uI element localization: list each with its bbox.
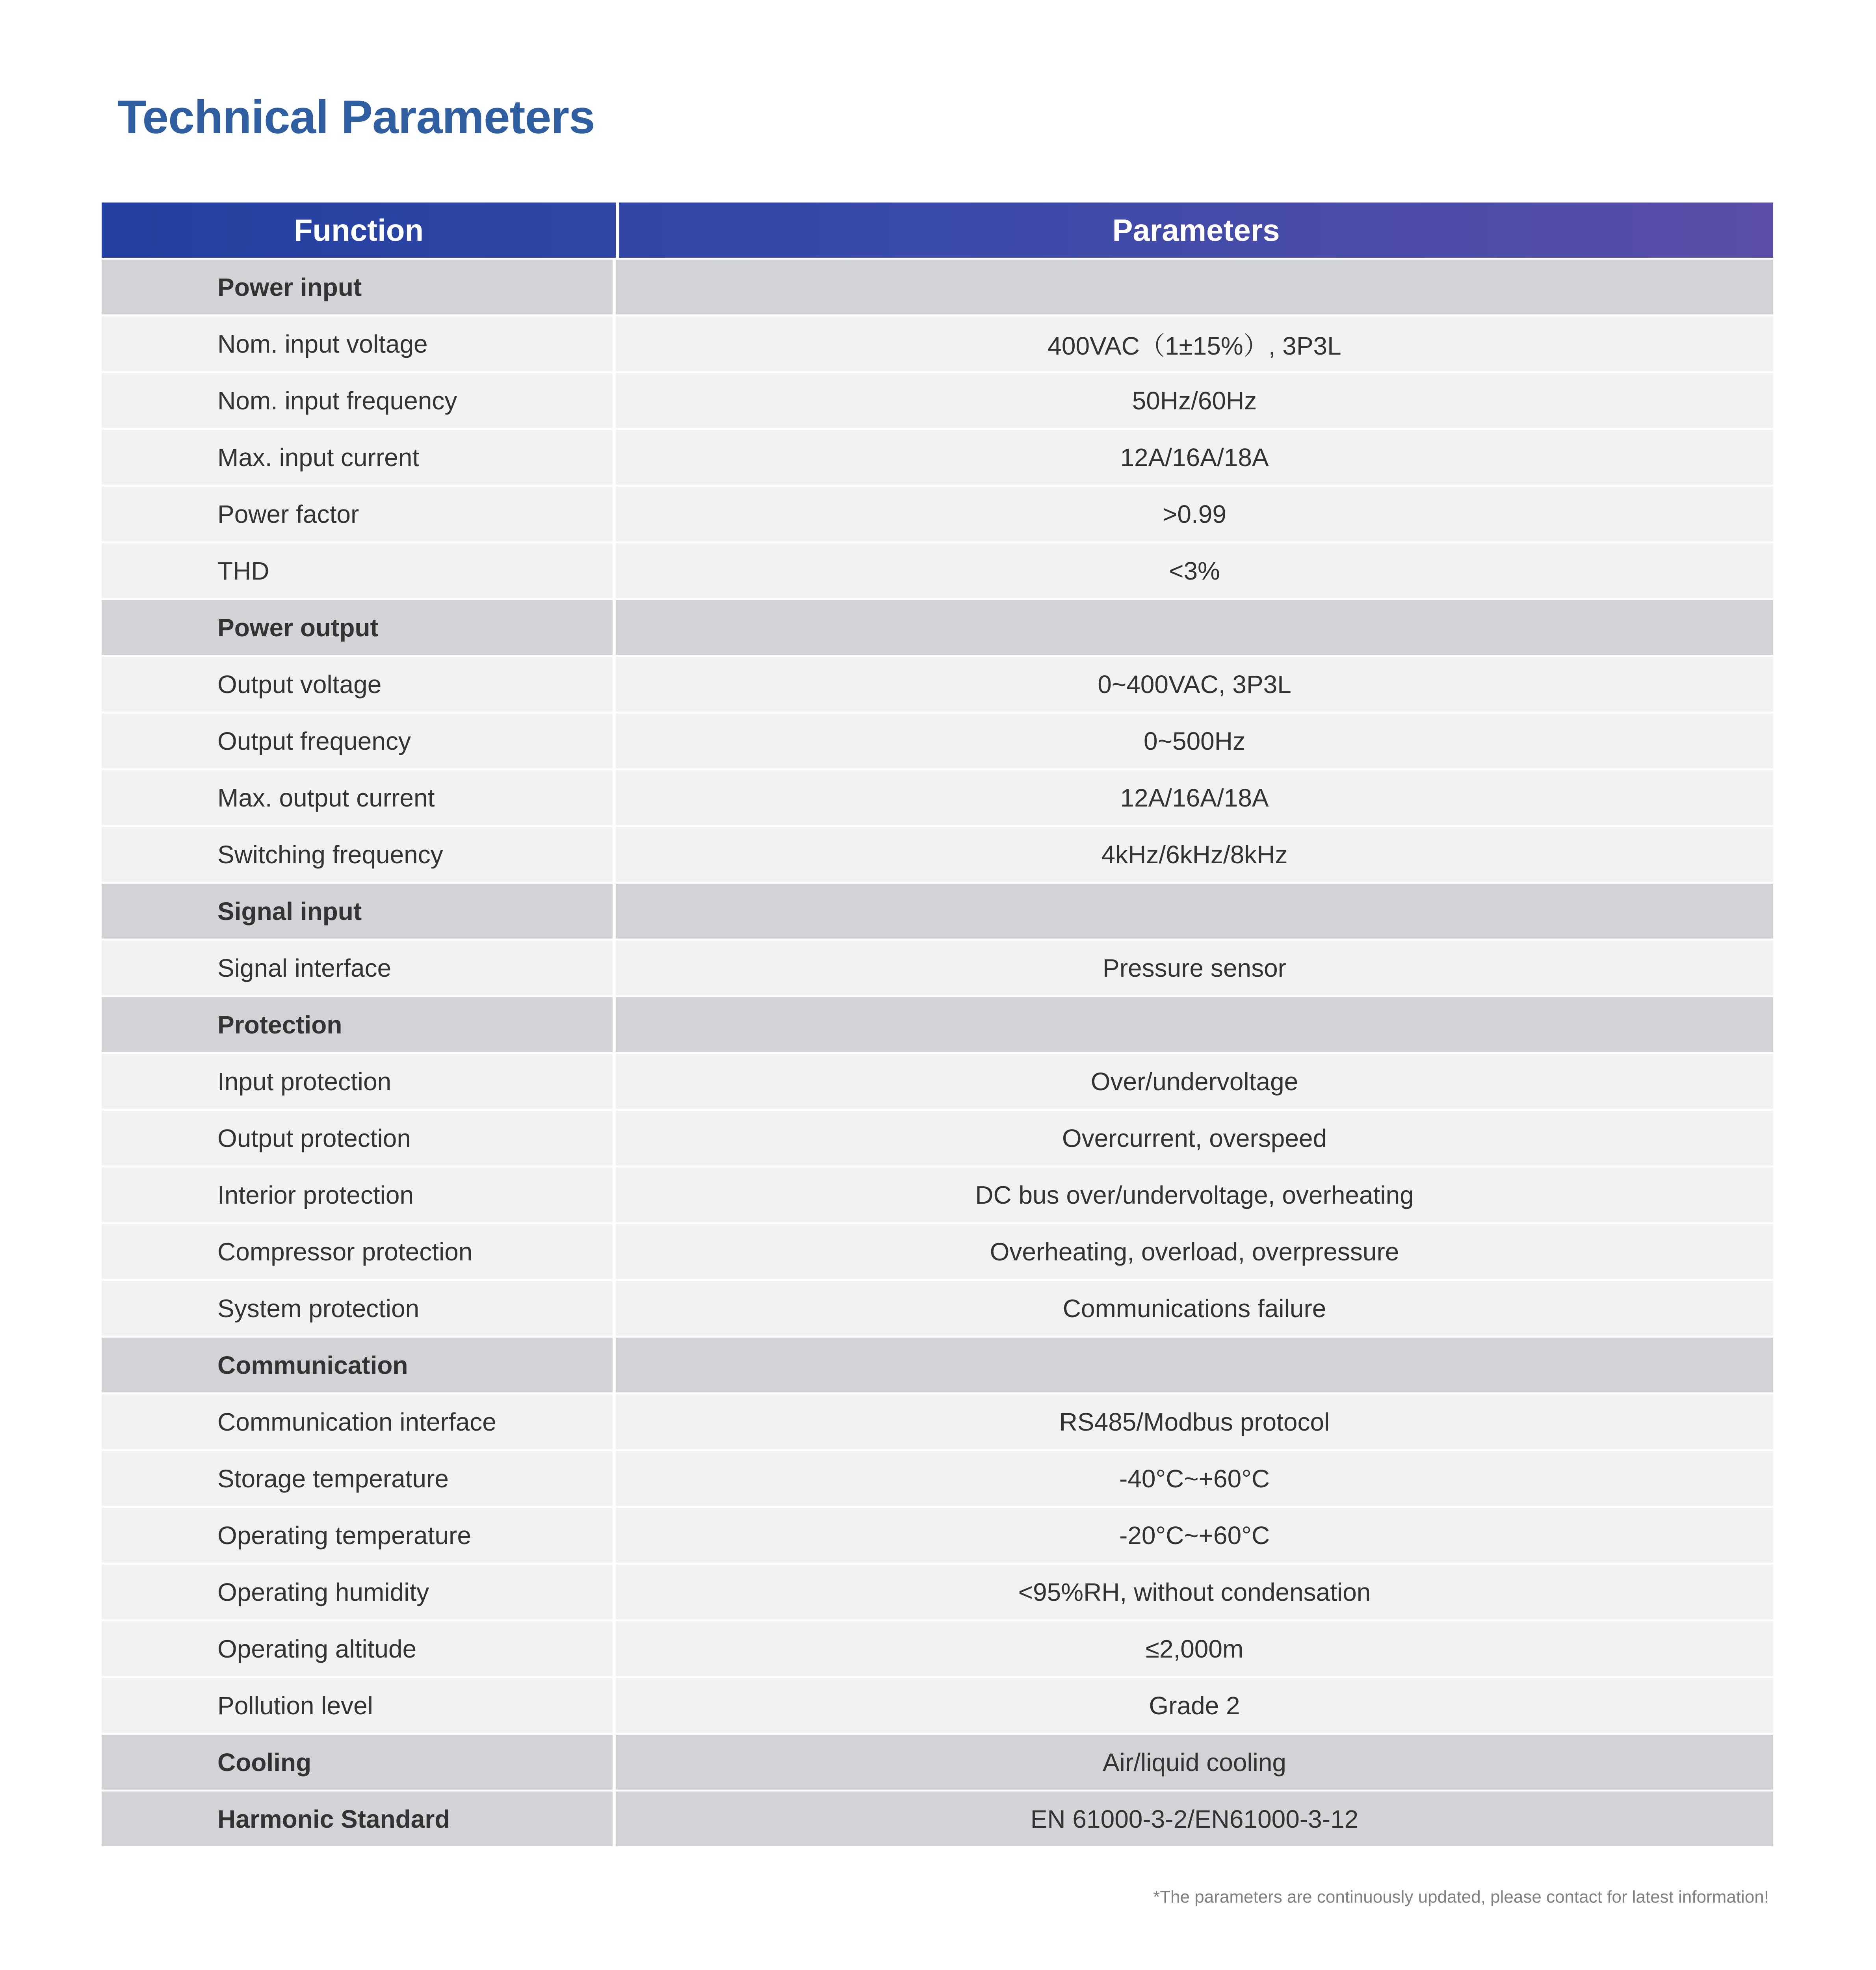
parameter-cell xyxy=(616,1338,1773,1392)
table-row xyxy=(102,1619,1773,1676)
table-header xyxy=(102,203,1773,258)
parameter-cell: Grade 2 xyxy=(1149,1691,1240,1720)
function-cell: Storage temperature xyxy=(102,1451,616,1506)
table-section-row xyxy=(102,882,1773,939)
parameter-cell: <3% xyxy=(1169,556,1220,585)
parameter-cell: 4kHz/6kHz/8kHz xyxy=(1101,840,1288,869)
parameter-cell: <95%RH, without condensation xyxy=(1018,1578,1371,1606)
parameter-cell xyxy=(616,884,1773,939)
parameter-cell: RS485/Modbus protocol xyxy=(1059,1407,1330,1436)
table-row xyxy=(102,1052,1773,1109)
parameter-cell: Pressure sensor xyxy=(1103,953,1286,982)
table-row xyxy=(102,825,1773,882)
function-cell: Signal interface xyxy=(102,940,616,995)
table-row xyxy=(102,768,1773,825)
parameter-cell: -20°C~+60°C xyxy=(1119,1521,1270,1550)
table-row xyxy=(102,655,1773,712)
table-row xyxy=(102,1449,1773,1506)
function-cell: Output protection xyxy=(102,1111,616,1165)
table-row xyxy=(102,1165,1773,1222)
function-cell: Cooling xyxy=(102,1735,616,1790)
table-row xyxy=(102,939,1773,995)
function-cell: Compressor protection xyxy=(102,1224,616,1279)
table-row xyxy=(102,1563,1773,1619)
table-section-row xyxy=(102,1336,1773,1392)
parameter-cell: Over/undervoltage xyxy=(1090,1067,1298,1096)
page-title: Technical Parameters xyxy=(117,91,595,143)
spec-table xyxy=(102,203,1773,1846)
parameter-cell: Overcurrent, overspeed xyxy=(1062,1124,1327,1152)
parameter-cell: 50Hz/60Hz xyxy=(1132,386,1257,415)
parameter-cell: ≤2,000m xyxy=(1145,1634,1244,1663)
function-cell: Nom. input voltage xyxy=(102,316,616,371)
parameter-cell: Overheating, overload, overpressure xyxy=(990,1237,1399,1266)
table-row xyxy=(102,541,1773,598)
table-row xyxy=(102,314,1773,371)
parameter-cell: Air/liquid cooling xyxy=(1102,1748,1287,1777)
function-cell: Communication xyxy=(102,1338,616,1392)
function-cell: Interior protection xyxy=(102,1167,616,1222)
function-cell: Nom. input frequency xyxy=(102,373,616,428)
table-section-row xyxy=(102,1733,1773,1790)
header-parameters: Parameters xyxy=(1112,212,1280,247)
function-cell: Operating altitude xyxy=(102,1621,616,1676)
function-cell: Signal input xyxy=(102,884,616,939)
parameter-cell: 12A/16A/18A xyxy=(1120,783,1269,812)
table-row xyxy=(102,1676,1773,1733)
function-cell: Harmonic Standard xyxy=(102,1792,616,1846)
function-cell: Input protection xyxy=(102,1054,616,1109)
parameter-cell: DC bus over/undervoltage, overheating xyxy=(975,1180,1414,1209)
table-section-row xyxy=(102,995,1773,1052)
parameter-cell: 400VAC（1±15%）, 3P3L xyxy=(1048,331,1341,360)
table-row xyxy=(102,1279,1773,1336)
parameter-cell: -40°C~+60°C xyxy=(1119,1464,1270,1493)
function-cell: Power factor xyxy=(102,487,616,541)
header-function: Function xyxy=(102,203,619,258)
function-cell: Communication interface xyxy=(102,1394,616,1449)
table-row xyxy=(102,1506,1773,1563)
parameter-cell xyxy=(616,600,1773,655)
parameter-cell xyxy=(616,260,1773,314)
table-row xyxy=(102,712,1773,768)
table-row xyxy=(102,428,1773,485)
function-cell: System protection xyxy=(102,1281,616,1336)
table-body xyxy=(102,258,1773,1846)
function-cell: Output voltage xyxy=(102,657,616,712)
table-section-row xyxy=(102,598,1773,655)
parameter-cell: 12A/16A/18A xyxy=(1120,443,1269,472)
table-row xyxy=(102,1222,1773,1279)
table-section-row xyxy=(102,258,1773,314)
parameter-cell: Communications failure xyxy=(1062,1294,1326,1323)
table-row xyxy=(102,1109,1773,1165)
function-cell: THD xyxy=(102,543,616,598)
function-cell: Operating temperature xyxy=(102,1508,616,1563)
table-row xyxy=(102,371,1773,428)
parameter-cell xyxy=(616,997,1773,1052)
function-cell: Max. input current xyxy=(102,430,616,485)
function-cell: Pollution level xyxy=(102,1678,616,1733)
parameter-cell: 0~400VAC, 3P3L xyxy=(1098,670,1291,699)
table-row xyxy=(102,485,1773,541)
parameter-cell: >0.99 xyxy=(1163,500,1226,528)
parameter-cell: EN 61000-3-2/EN61000-3-12 xyxy=(1030,1805,1359,1833)
function-cell: Protection xyxy=(102,997,616,1052)
function-cell: Max. output current xyxy=(102,770,616,825)
table-section-row xyxy=(102,1790,1773,1846)
function-cell: Operating humidity xyxy=(102,1565,616,1619)
function-cell: Power output xyxy=(102,600,616,655)
table-row xyxy=(102,1392,1773,1449)
footnote: *The parameters are continuously updated, please contact for latest information! xyxy=(1153,1887,1769,1907)
function-cell: Switching frequency xyxy=(102,827,616,882)
function-cell: Output frequency xyxy=(102,714,616,768)
parameter-cell: 0~500Hz xyxy=(1144,727,1245,755)
function-cell: Power input xyxy=(102,260,616,314)
